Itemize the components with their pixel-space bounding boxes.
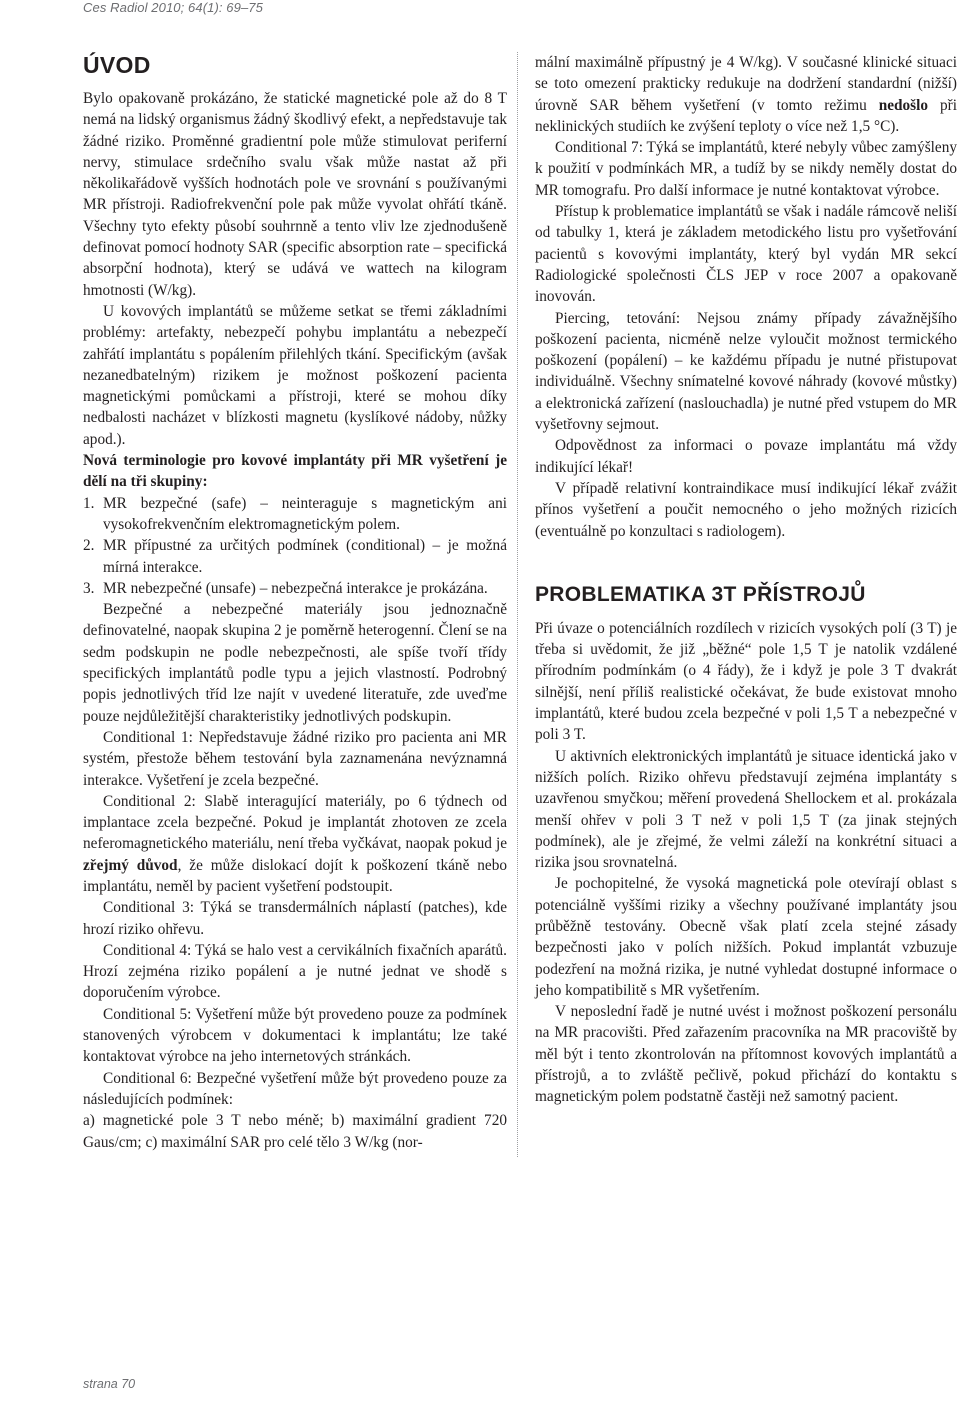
implant-category-list — [83, 493, 507, 599]
list-item — [83, 578, 507, 599]
paragraph-text-end: při neklinických studiích ke zvýšení teploty o více než 1,5 °C). — [535, 96, 957, 135]
conditional-2 — [83, 791, 507, 897]
conditional-2-text-end: , že může dislokací dojít k poškození tkáně nebo implantátu, neměl by pacient vyšetření podstoupit. — [83, 856, 507, 895]
conditional-1: Conditional 1: Nepředstavuje žádné riziko pro pacienta ani MR systém, přestože během testování byla zaznamenána nevýznamná interakce. Vyšetření je zcela bezpečné. — [83, 728, 507, 789]
paragraph: V neposlední řadě je nutné uvést i možnost poškození personálu na MR pracovišti. Před zařazením pracovníka na MR pracoviště by měl být i tento zkontrolován na přítomnost kovových implantátů a přístrojů, a to zvláště pečlivě, pokud přichází do kontaktu s magnetickým polem podstatně častěji než samotný pacient. — [535, 1003, 957, 1106]
conditional-5: Conditional 5: Vyšetření může být provedeno pouze za podmínek stanovených výrobcem v dokumentaci k implantátu; lze také kontaktovat výrobce na jeho internetových stránkách. — [83, 1005, 507, 1066]
list-number: 2. — [83, 537, 95, 555]
paragraph: Odpovědnost za informaci o povaze implantátu má vždy indikující lékař! — [535, 437, 957, 476]
list-item — [83, 535, 507, 578]
conditional-7: Conditional 7: Týká se implantátů, které nebyly vůbec zamýšleny k použití v podmínkách MR, a tudíž by se nikdy neměly dostat do MR tomografu. Pro další informace je nutné kontaktovat výrobce. — [535, 139, 958, 199]
right-column — [535, 52, 957, 1108]
paragraph: Bezpečné a nebezpečné materiály jsou jednoznačně definovatelné, naopak skupina 2 je poměrně heterogenní. Člení se na sedm podskupin ne podle nebezpečnosti, ale spíše tvoří třídy specifických implantátů podle typu a jejich vlastností. Podrobný popis jednotlivých tříd lze najít v uvedené literatuře, zde uveďme pouze nejdůležitější charakteristiky jednotlivých podskupin. — [83, 601, 507, 725]
paragraph: U aktivních elektronických implantátů je situace identická jako v nižších polích. Riziko ohřevu představují zejména implantáty s uzavřenou smyčkou; měření provedená Shellockem et al. prokázala menší ohřev v poli 3 T než v poli 1,5 T (za jinak stejných podmínek), ale je zřejmé, že velmi záleží na konkrétní situaci a rizika jsou srovnatelná. — [535, 747, 957, 872]
conditional-2-text: Conditional 2: Slabě interagující materiály, po 6 týdnech od implantace zcela bezpečné. Pokud je implantát zhotoven ze zcela neferomagnetického materiálu, není třeba vyčkávat, naopak pokud je — [83, 792, 507, 853]
column-divider — [517, 52, 518, 1157]
section-heading-3t: PROBLEMATIKA 3T PŘÍSTROJŮ — [535, 582, 866, 606]
terminology-heading: Nová terminologie pro kovové implantáty při MR vyšetření je dělí na tři skupiny: — [83, 452, 507, 491]
paragraph: U kovových implantátů se můžeme setkat se třemi základními problémy: artefakty, nebezpečí pohybu implantátu a nebezpečí zahřátí implantátu s popálením přilehlých tkání. Specifickým (avšak nezanedbatelným) rizikem je možnost poškození pacienta magnetickými pomůckami a přístroji, které se mohou díky nedbalosti nacházet v blízkosti magnetu (kyslíkové nádoby, nůžky apod.). — [83, 302, 507, 448]
list-number: 1. — [83, 494, 95, 512]
list-text: MR bezpečné (safe) – neinteraguje s magnetickým ani vysokofrekvenčním elektromagnetickým polem. — [103, 494, 507, 533]
list-item — [83, 493, 507, 536]
conditional-6-conditions: a) magnetické pole 3 T nebo méně; b) maximální gradient 720 Gaus/cm; c) maximální SAR pro celé tělo 3 W/kg (nor- — [83, 1112, 507, 1151]
piercing-paragraph: Piercing, tetování: Nejsou známy případy závažnějšího poškození pacienta, nicméně nelze vyloučit možnost termického poškození (popálení) – ke každému případu je nutné přistupovat individuálně. Všechny snímatelné kovové náhrady (kovové můstky) a elektronická zařízení (naslouchadla) je nutné před vstupem do MR vyšetřovny sejmout. — [535, 309, 957, 434]
paragraph: Při úvaze o potenciálních rozdílech v rizicích vysokých polí (3 T) je třeba si uvědomit, že již „běžné“ pole 1,5 T je natolik vzdálené přírodním podmínkám (o 4 řády), že i když je pole 3 T dvakrát silnější, není příliš realistické očekávat, že bude existovat mnoho implantátů, které budou zcela bezpečné v poli 1,5 T a nebezpečné v poli 3 T. — [535, 619, 957, 744]
conditional-2-emphasis: zřejmý důvod — [83, 856, 178, 874]
running-header: Ces Radiol 2010; 64(1): 69–75 — [83, 0, 263, 15]
paragraph-text: mální maximálně přípustný je 4 W/kg). V současné klinické situaci se toto omezení prakticky redukuje na dodržení standardní (nižší) úrovně SAR během vyšetření (v tomto režimu — [535, 54, 957, 114]
list-number: 3. — [83, 579, 95, 597]
list-text: MR přípustné za určitých podmínek (conditional) – je možná mírná interakce. — [103, 537, 507, 576]
paragraph — [535, 52, 957, 137]
list-text: MR nebezpečné (unsafe) – nebezpečná interakce je prokázána. — [103, 579, 488, 597]
section-heading-uvod: ÚVOD — [83, 52, 151, 78]
conditional-4: Conditional 4: Týká se halo vest a cervikálních fixačních aparátů. Hrozí zejména riziko popálení a je nutné jednat ve shodě s doporučením výrobce. — [83, 941, 507, 1002]
paragraph: Přístup k problematice implantátů se však i nadále rámcově neliší od tabulky 1, která je základem metodického listu pro vyšetřování pacientů s kovovými implantáty, který byl vydán MR sekcí Radiologické společnosti ČLS JEP v roce 2007 a opakovaně inovován. — [535, 203, 957, 306]
conditional-6: Conditional 6: Bezpečné vyšetření může být provedeno pouze za následujících podmínek: — [83, 1069, 507, 1108]
paragraph: Je pochopitelné, že vysoká magnetická pole otevírají oblast s potenciálně vyššími riziky a všechny používané implantáty jsou průběžně testovány. Obecně však platí zcela stejné zásady bezpečnosti jako v polích nižších. Pokud implantát vzbuzuje podezření na možná rizika, je nutné vyhledat dostupné informace o jeho kompatibilitě s MR vyšetřením. — [535, 875, 957, 999]
left-column — [83, 52, 507, 1153]
paragraph: Bylo opakovaně prokázáno, že statické magnetické pole až do 8 T nemá na lidský organismus žádný škodlivý efekt, a nepředstavuje tak žádné riziko. Proměnné gradientní pole může stimulovat periferní nervy, stimulace srdečního svalu však může nastat až při několikařádově vyšších hodnotách pole ve srovnání s používanými MR přístroji. Radiofrekvenční pole pak může vyvolat ohřátí tkáně. Všechny tyto efekty působí souhrnně a tento vliv lze zjednodušeně definovat pomocí hodnoty SAR (specific absorption rate – specifická absorpční hodnota), který se udává ve wattech na kilogram hmotnosti (W/kg). — [83, 90, 507, 299]
conditional-3: Conditional 3: Týká se transdermálních náplastí (patches), kde hrozí riziko ohřevu. — [83, 899, 507, 938]
paragraph-emphasis: nedošlo — [878, 96, 929, 114]
paragraph: V případě relativní kontraindikace musí indikující lékař zvážit přínos vyšetření a poučit nemocného o jeho možných rizicích (eventuálně po konzultaci s radiologem). — [535, 479, 957, 540]
page-number: strana 70 — [83, 1377, 136, 1391]
